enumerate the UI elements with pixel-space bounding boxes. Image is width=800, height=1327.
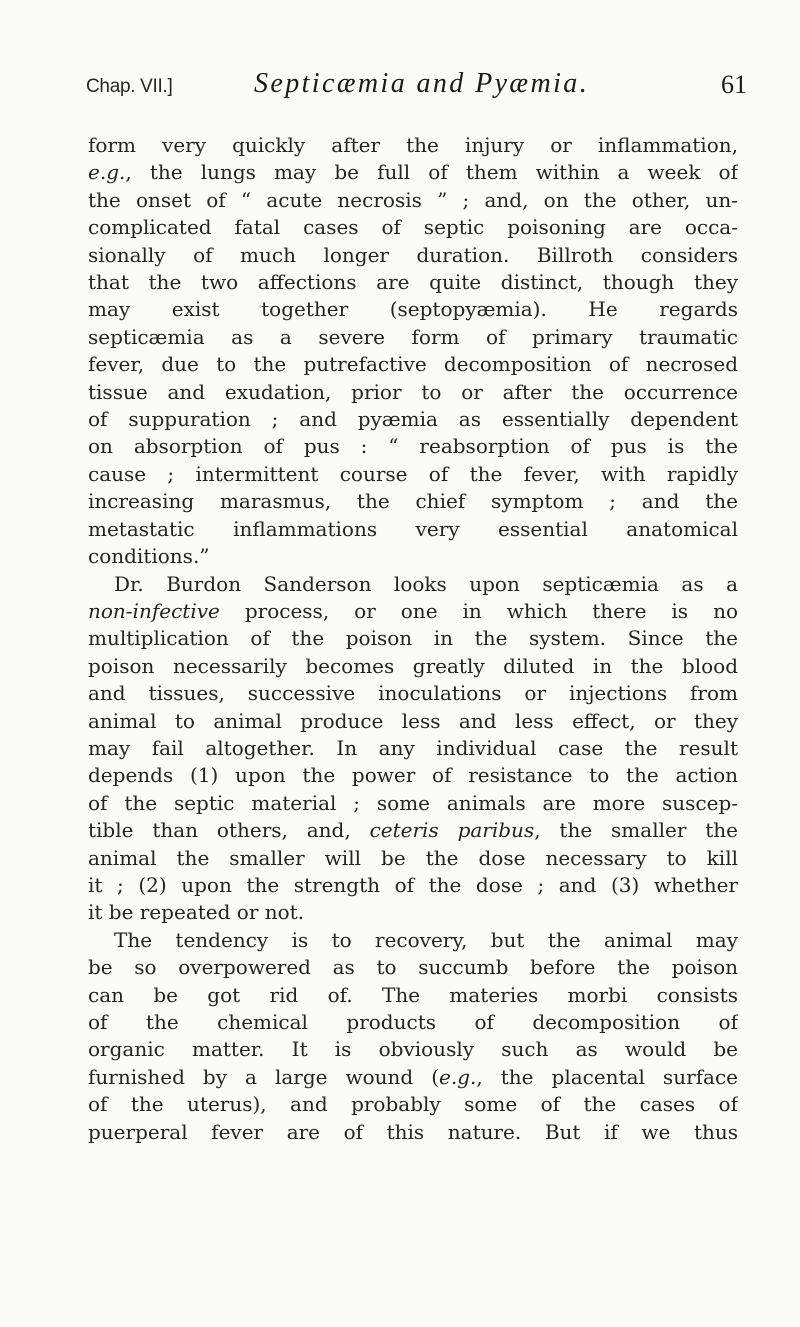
paragraph-1 — [88, 132, 738, 571]
text-line: tible than others, and, ceteris paribus, the smaller the — [88, 818, 738, 843]
text-line: sionally of much longer duration. Billroth considers — [88, 242, 738, 267]
page-number: 61 — [721, 70, 747, 99]
text-line: be so overpowered as to succumb before the poison — [88, 955, 738, 980]
text-line-italic-part: e.g. — [439, 1064, 477, 1089]
text-line: it ; (2) upon the strength of the dose ; and (3) whether — [88, 872, 738, 897]
chapter-label: Chap. VII.] — [86, 76, 173, 97]
text-line-italic-part: e.g. — [88, 160, 126, 185]
text-line: of suppuration ; and pyæmia as essentially dependent — [88, 407, 738, 432]
text-line: septicæmia as a severe form of primary traumatic — [88, 324, 738, 349]
text-line: may exist together (septopyæmia). He regards — [88, 297, 738, 322]
text-line: animal the smaller will be the dose necessary to kill — [88, 845, 738, 870]
text-line: tissue and exudation, prior to or after the occurrence — [88, 379, 738, 404]
text-line: of the chemical products of decomposition of — [88, 1010, 738, 1034]
text-line: poison necessarily becomes greatly diluted in the blood — [88, 653, 738, 678]
text-line: the onset of “ acute necrosis ” ; and, on the other, un- — [88, 187, 738, 212]
text-line: of the septic material ; some animals are more suscep- — [88, 790, 738, 815]
text-line-italic-part: ceteris paribus — [369, 818, 535, 843]
text-line: non-infective process, or one in which there is no — [88, 598, 738, 623]
body-text — [88, 132, 738, 1146]
text-line: The tendency is to recovery, but the animal may — [114, 927, 738, 952]
text-line-italic-part: non-infective — [88, 598, 220, 623]
text-line: may fail altogether. In any individual case the result — [88, 735, 738, 760]
text-line: fever, due to the putrefactive decomposition of necrosed — [88, 352, 738, 377]
text-line: cause ; intermittent course of the fever, with rapidly — [88, 461, 738, 486]
paragraph-3 — [88, 927, 738, 1146]
running-title: Septicæmia and Pyæmia. — [254, 68, 590, 99]
text-line: it be repeated or not. — [88, 900, 305, 925]
text-line: multiplication of the poison in the system. Since the — [88, 626, 738, 651]
text-line: complicated fatal cases of septic poisoning are occa- — [88, 215, 738, 240]
text-line: e.g., the lungs may be full of them within a week of — [88, 160, 738, 185]
text-line: organic matter. It is obviously such as would be — [88, 1037, 738, 1062]
text-line: and tissues, successive inoculations or injections from — [88, 681, 738, 706]
text-line: that the two affections are quite distinct, though they — [88, 270, 738, 295]
text-line: depends (1) upon the power of resistance to the action — [88, 763, 738, 788]
text-line: on absorption of pus : “ reabsorption of pus is the — [88, 434, 738, 459]
text-line: animal to animal produce less and less effect, or they — [88, 708, 738, 733]
text-line: metastatic inflammations very essential anatomical — [88, 516, 738, 541]
text-line: can be got rid of. The materies morbi consists — [88, 982, 738, 1007]
text-line: puerperal fever are of this nature. But if we thus — [88, 1119, 738, 1144]
running-header — [86, 68, 747, 108]
text-line: furnished by a large wound (e.g., the placental surface — [88, 1064, 738, 1089]
paragraph-2 — [88, 571, 738, 927]
text-line: Dr. Burdon Sanderson looks upon septicæmia as a — [114, 571, 738, 596]
text-line: increasing marasmus, the chief symptom ; and the — [88, 489, 738, 514]
text-line: conditions.” — [88, 544, 210, 569]
text-line: of the uterus), and probably some of the cases of — [88, 1092, 738, 1117]
text-line: form very quickly after the injury or inflammation, — [88, 133, 738, 157]
